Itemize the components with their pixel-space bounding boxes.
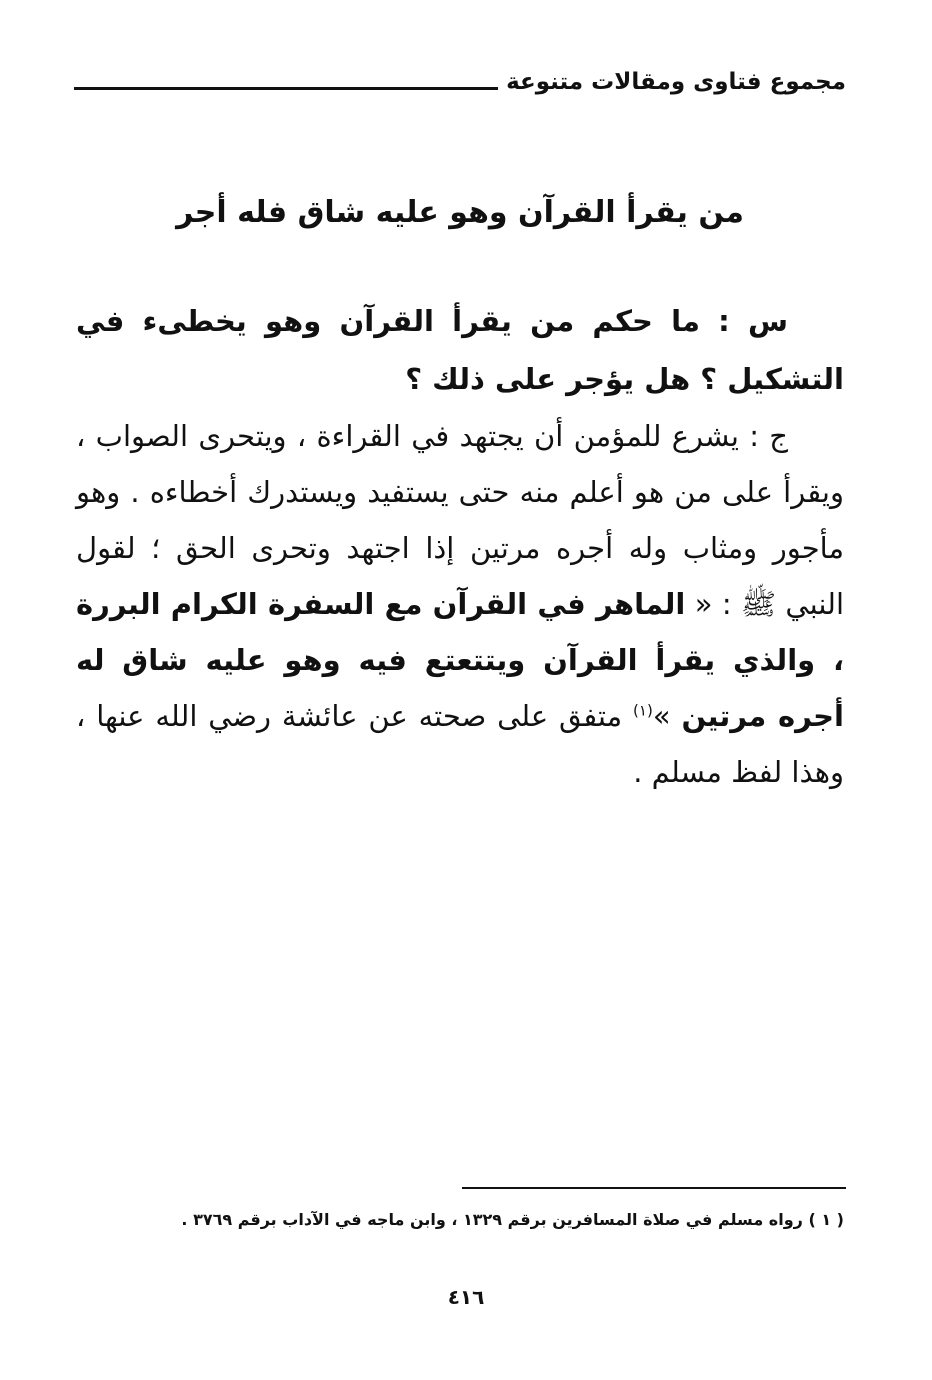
footnote-text: ( ١ ) رواه مسلم في صلاة المسافرين برقم ١٣٢٩ ، وابن ماجه في الآداب برقم ٣٧٦٩ .	[181, 1210, 844, 1229]
running-header-title: مجموع فتاوى ومقالات متنوعة	[506, 69, 846, 95]
page-number: ٤١٦	[447, 1285, 485, 1309]
page-title: من يقرأ القرآن وهو عليه شاق فله أجر	[176, 195, 744, 230]
qa-body	[76, 292, 844, 800]
answer-outro: متفق على صحته عن عائشة رضي الله عنها ، وهذا لفظ مسلم .	[76, 699, 844, 789]
hadith-quote: الماهر في القرآن مع السفرة الكرام البررة ، والذي يقرأ القرآن ويتتعتع فيه وهو عليه شاق له أجره مرتين	[76, 587, 844, 733]
hadith-close-quote: »	[652, 699, 671, 733]
footnote-reference: (١)	[633, 701, 653, 720]
answer-intro: ج : يشرع للمؤمن أن يجتهد في القراءة ، ويتحرى الصواب ، ويقرأ على من هو أعلم منه حتى يستفيد ويستدرك أخطاءه . وهو مأجور ومثاب وله أجره مرتين إذا اجتهد وتحرى الحق ؛ لقول النبي ﷺ : «	[76, 419, 844, 621]
running-header	[74, 62, 846, 102]
footnote-rule	[462, 1187, 846, 1189]
question-text: س : ما حكم من يقرأ القرآن وهو يخطىء في التشكيل ؟ هل يؤجر على ذلك ؟	[76, 304, 844, 396]
running-header-rule	[74, 87, 498, 90]
answer-paragraph	[76, 408, 844, 800]
